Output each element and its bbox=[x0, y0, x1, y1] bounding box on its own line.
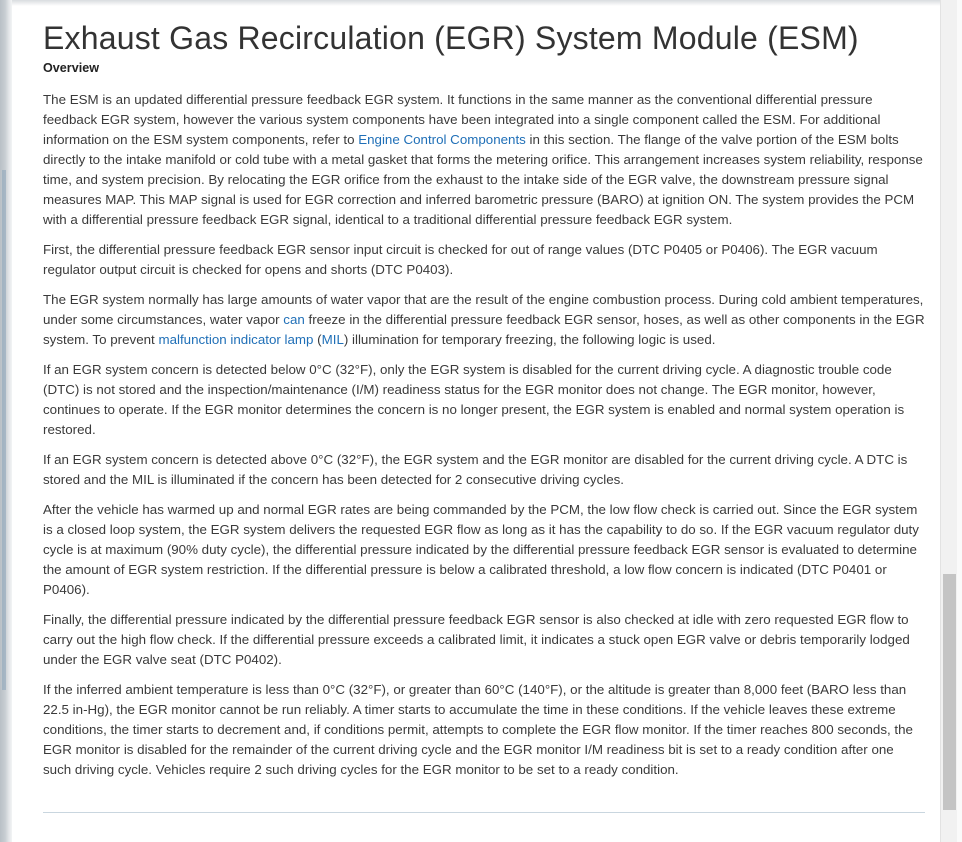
section-heading-overview: Overview bbox=[43, 61, 100, 75]
paragraph-extreme-conditions: If the inferred ambient temperature is less than 0°C (32°F), or greater than 60°C (140°F), or the altitude is greater than 8,000 feet (BARO less than 22.5 in-Hg), the EGR monitor cannot be run reliably. A timer starts to accumulate the time in these conditions. If the vehicle leaves these extreme conditions, the timer starts to decrement and, if conditions permit, attempts to complete the EGR flow monitor. If the timer reaches 800 seconds, the EGR monitor is disabled for the remainder of the current driving cycle and the EGR monitor I/M readiness bit is set to a ready condition after one such driving cycle. Vehicles require 2 such driving cycles for the EGR monitor to be set to a ready condition. bbox=[43, 682, 913, 777]
window-right-edge bbox=[957, 0, 962, 842]
malfunction-indicator-lamp-link[interactable]: malfunction indicator lamp bbox=[158, 332, 314, 347]
paragraph-esm-intro bbox=[43, 90, 925, 230]
paragraph-text: freeze in the differential pressure feedback EGR sensor, hoses, as well as other components in the EGR system. To prevent bbox=[43, 312, 925, 347]
vertical-scrollbar[interactable] bbox=[940, 0, 957, 842]
top-shadow bbox=[12, 0, 940, 6]
paragraph-text: in this section. The flange of the valve portion of the ESM bolts directly to the intake manifold or cold tube with a metal gasket that forms the metering orifice. This arrangement increases system reliability, response time, and system precision. By relocating the EGR orifice from the exhaust to the intake side of the EGR valve, the downstream pressure signal measures MAP. This MAP signal is used for EGR correction and inferred barometric pressure (BARO) at ignition ON. The system provides the PCM with a differential pressure feedback EGR signal, identical to a traditional differential pressure feedback EGR system. bbox=[43, 132, 923, 227]
paragraph-water-vapor bbox=[43, 290, 925, 350]
paragraph-above-zero: If an EGR system concern is detected above 0°C (32°F), the EGR system and the EGR monitor are disabled for the current driving cycle. A DTC is stored and the MIL is illuminated if the concern has been detected for 2 consecutive driving cycles. bbox=[43, 452, 908, 487]
paragraph-text: ( bbox=[313, 332, 322, 347]
article-content bbox=[43, 18, 925, 790]
paragraph-text: ) illumination for temporary freezing, the following logic is used. bbox=[343, 332, 716, 347]
paragraph-sensor-check: First, the differential pressure feedback EGR sensor input circuit is checked for out of range values (DTC P0405 or P0406). The EGR vacuum regulator output circuit is checked for opens and shorts (DTC P0403). bbox=[43, 242, 878, 277]
paragraph-text: The EGR system normally has large amounts of water vapor that are the result of the engine combustion process. During cold ambient temperatures, under some circumstances, water vapor bbox=[43, 292, 924, 327]
engine-control-components-link[interactable]: Engine Control Components bbox=[358, 132, 526, 147]
window-left-edge bbox=[0, 0, 12, 842]
paragraph-text: The ESM is an updated differential pressure feedback EGR system. It functions in the same manner as the conventional differential pressure feedback EGR system, however the various system components have been integrated into a single component called the ESM. For additional information on the ESM system components, refer to bbox=[43, 92, 881, 147]
paragraph-low-flow-check: After the vehicle has warmed up and normal EGR rates are being commanded by the PCM, the low flow check is carried out. Since the EGR system is a closed loop system, the EGR system delivers the requested EGR flow as long as it has the capability to do so. If the EGR vacuum regulator duty cycle is at maximum (90% duty cycle), the differential pressure indicated by the differential pressure feedback EGR sensor is evaluated to determine the amount of EGR system restriction. If the differential pressure is below a calibrated threshold, a low flow concern is indicated (DTC P0401 or P0406). bbox=[43, 502, 919, 597]
scrollbar-thumb[interactable] bbox=[943, 574, 956, 810]
paragraph-high-flow-check: Finally, the differential pressure indicated by the differential pressure feedback EGR sensor is also checked at idle with zero requested EGR flow to carry out the high flow check. If the differential pressure exceeds a calibrated limit, it indicates a stuck open EGR valve or debris temporarily lodged under the EGR valve seat (DTC P0402). bbox=[43, 612, 910, 667]
mil-link[interactable]: MIL bbox=[321, 332, 344, 347]
content-divider bbox=[43, 812, 925, 813]
paragraph-below-zero: If an EGR system concern is detected below 0°C (32°F), only the EGR system is disabled for the current driving cycle. A diagnostic trouble code (DTC) is not stored and the inspection/maintenance (I/M) readiness status for the EGR monitor does not change. The EGR monitor, however, continues to operate. If the EGR monitor determines the concern is no longer present, the EGR system is enabled and normal system operation is restored. bbox=[43, 362, 905, 437]
can-link[interactable]: can bbox=[283, 312, 305, 327]
page-title: Exhaust Gas Recirculation (EGR) System Module (ESM) bbox=[43, 20, 859, 56]
